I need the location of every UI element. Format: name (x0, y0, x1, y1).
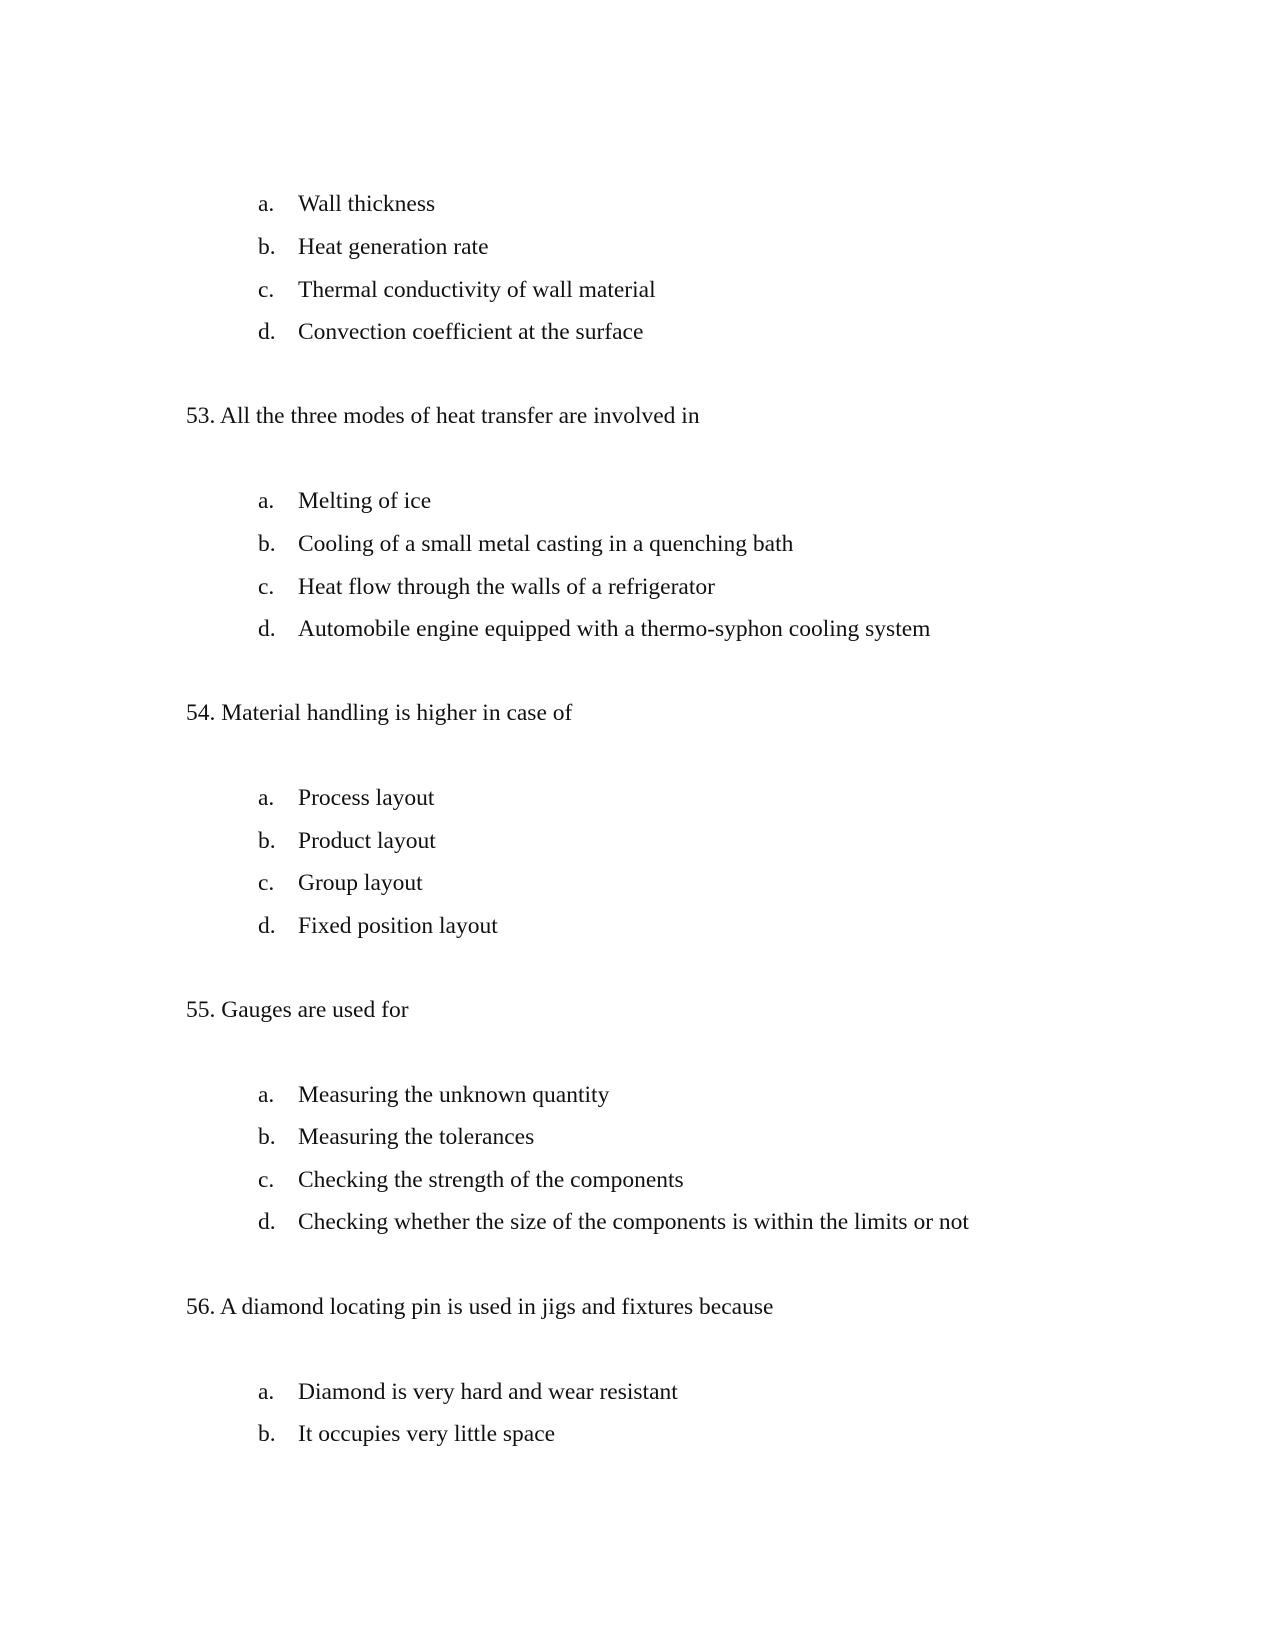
option-letter: c. (258, 1167, 275, 1193)
option-letter: d. (258, 913, 276, 939)
option-text: Heat flow through the walls of a refrigerator (298, 574, 715, 600)
option-text: Checking whether the size of the components is within the limits or not (298, 1209, 969, 1235)
option-text: Product layout (298, 828, 436, 854)
option-item (258, 827, 436, 855)
option-letter: a. (258, 1082, 275, 1108)
question-56 (186, 1293, 773, 1321)
option-letter: c. (258, 870, 275, 896)
option-letter: d. (258, 1209, 276, 1235)
option-letter: b. (258, 234, 276, 260)
option-letter: b. (258, 531, 276, 557)
question-text: All the three modes of heat transfer are involved in (219, 403, 700, 429)
option-letter: b. (258, 1124, 276, 1150)
option-item (258, 912, 498, 940)
option-letter: a. (258, 785, 275, 811)
option-item (258, 1208, 969, 1236)
option-item (258, 276, 656, 304)
option-item (258, 615, 930, 643)
option-text: Heat generation rate (298, 234, 489, 260)
option-item (258, 1081, 609, 1109)
question-text: Material handling is higher in case of (221, 700, 573, 726)
option-letter: c. (258, 574, 275, 600)
option-item (258, 784, 434, 812)
option-item (258, 233, 489, 261)
option-text: Cooling of a small metal casting in a quenching bath (298, 531, 794, 557)
option-letter: d. (258, 319, 276, 345)
option-text: Diamond is very hard and wear resistant (298, 1379, 678, 1405)
question-53 (186, 402, 700, 430)
option-letter: a. (258, 488, 275, 514)
option-item (258, 530, 793, 558)
option-item (258, 869, 423, 897)
option-letter: d. (258, 616, 276, 642)
question-55 (186, 996, 409, 1024)
option-text: Thermal conductivity of wall material (298, 277, 656, 303)
option-text: Process layout (298, 785, 435, 811)
option-letter: a. (258, 1379, 275, 1405)
option-item (258, 1420, 555, 1448)
option-item (258, 1123, 534, 1151)
option-text: Convection coefficient at the surface (298, 319, 644, 345)
option-item (258, 318, 643, 346)
option-text: It occupies very little space (298, 1421, 556, 1447)
option-text: Wall thickness (298, 191, 436, 217)
option-text: Automobile engine equipped with a thermo-syphon cooling system (298, 616, 931, 642)
question-number: 54. (186, 700, 216, 726)
question-number: 55. (186, 997, 216, 1023)
option-text: Measuring the tolerances (298, 1124, 535, 1150)
option-text: Measuring the unknown quantity (298, 1082, 610, 1108)
option-item (258, 573, 715, 601)
option-letter: a. (258, 191, 275, 217)
option-item (258, 190, 435, 218)
option-text: Checking the strength of the components (298, 1167, 684, 1193)
question-text: Gauges are used for (221, 997, 409, 1023)
option-text: Group layout (298, 870, 423, 896)
option-letter: c. (258, 277, 275, 303)
option-text: Melting of ice (298, 488, 432, 514)
question-54 (186, 699, 572, 727)
option-item (258, 1166, 684, 1194)
question-number: 56. (186, 1294, 216, 1320)
option-letter: b. (258, 828, 276, 854)
question-text: A diamond locating pin is used in jigs and fixtures because (219, 1294, 774, 1320)
question-number: 53. (186, 403, 216, 429)
option-item (258, 487, 431, 515)
option-text: Fixed position layout (298, 913, 498, 939)
option-item (258, 1378, 678, 1406)
option-letter: b. (258, 1421, 276, 1447)
